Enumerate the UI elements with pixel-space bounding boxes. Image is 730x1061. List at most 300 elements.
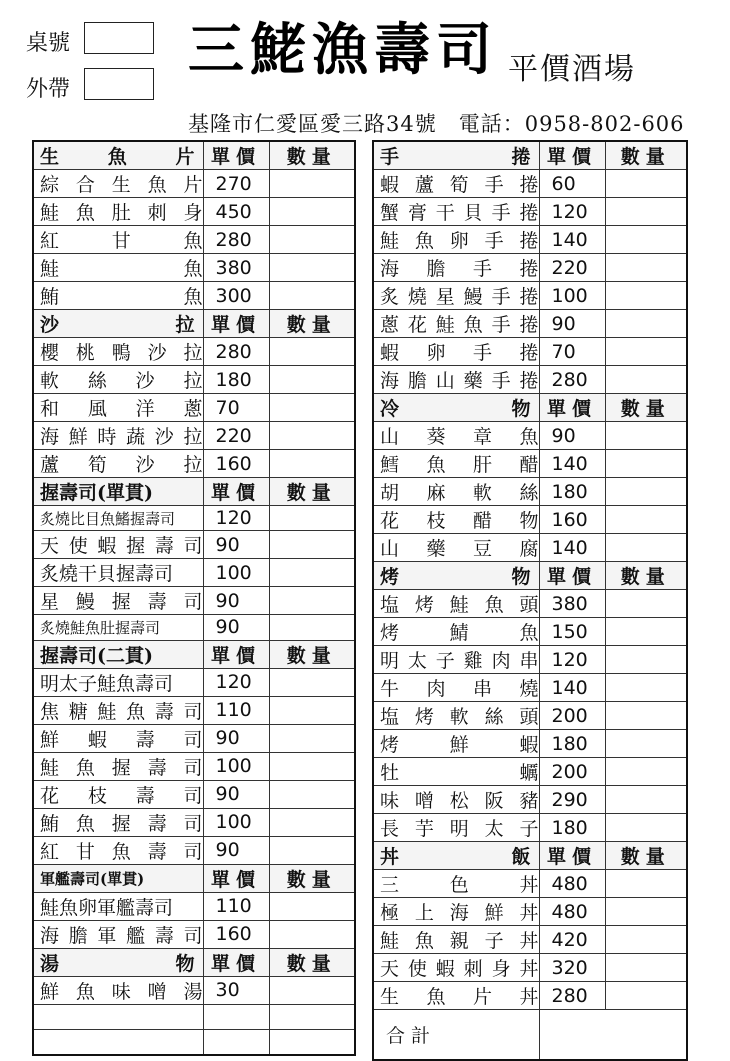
menu-item-row: [373, 338, 687, 366]
menu-item-row: [33, 394, 355, 422]
restaurant-subtitle: 平價酒場: [508, 52, 636, 87]
item-name: [33, 226, 203, 254]
section-title: 握壽司(二貫): [33, 640, 203, 668]
quantity-cell[interactable]: [605, 618, 687, 646]
price-header: 單價: [539, 394, 605, 422]
menu-item-row: [373, 170, 687, 198]
quantity-cell[interactable]: [269, 338, 355, 366]
item-name-text: 海 膽 手 捲: [380, 258, 539, 280]
quantity-cell[interactable]: [269, 226, 355, 254]
item-name-text: 湯 物: [40, 952, 195, 975]
menu-item-row: [33, 198, 355, 226]
quantity-cell[interactable]: [269, 696, 355, 724]
price-header: 單價: [539, 141, 605, 170]
menu-item-row: [373, 310, 687, 338]
quantity-cell[interactable]: [269, 780, 355, 808]
item-name: [33, 724, 203, 752]
item-name: [373, 590, 539, 618]
quantity-cell[interactable]: [269, 808, 355, 836]
item-price: 100: [203, 559, 269, 587]
item-name-text: 烤 鮮 蝦: [380, 734, 539, 756]
quantity-cell[interactable]: [605, 646, 687, 674]
quantity-cell[interactable]: [269, 170, 355, 198]
item-name-text: 櫻 桃 鴨 沙 拉: [40, 342, 203, 364]
quantity-cell[interactable]: [269, 752, 355, 780]
item-name: [373, 534, 539, 562]
section-header: [373, 562, 687, 590]
item-name-text: 手 捲: [380, 146, 531, 168]
menu-item-row: [373, 646, 687, 674]
quantity-cell[interactable]: [269, 587, 355, 615]
item-price: 180: [539, 814, 605, 842]
quantity-cell[interactable]: [269, 559, 355, 587]
quantity-cell[interactable]: [605, 702, 687, 730]
blank-cell[interactable]: [269, 1004, 355, 1029]
item-name: [373, 618, 539, 646]
item-name: [373, 898, 539, 926]
menu-item-row: [33, 892, 355, 920]
item-price: 160: [539, 506, 605, 534]
item-price: 140: [539, 450, 605, 478]
total-row: [373, 1010, 687, 1060]
item-name-text: 蘆 筍 沙 拉: [40, 454, 203, 476]
item-name: [33, 587, 203, 615]
item-name: [373, 674, 539, 702]
menu-item-row: [33, 696, 355, 724]
quantity-header: 數量: [605, 842, 687, 870]
item-price: 100: [203, 808, 269, 836]
item-name: [33, 422, 203, 450]
address-phone: 基隆市仁愛區愛三路34號 電話：0958-802-606: [188, 112, 685, 136]
menu-item-row: [33, 976, 355, 1004]
item-name: [33, 338, 203, 366]
total-label: 合計: [373, 1010, 539, 1060]
blank-row: [33, 1004, 355, 1029]
quantity-cell[interactable]: [269, 506, 355, 531]
quantity-cell[interactable]: [605, 310, 687, 338]
quantity-cell[interactable]: [605, 926, 687, 954]
menu-item-row: [33, 338, 355, 366]
quantity-cell[interactable]: [605, 786, 687, 814]
section-title: [373, 141, 539, 170]
table-number-label: 桌號: [26, 31, 71, 56]
item-name: [373, 282, 539, 310]
blank-row: [33, 1029, 355, 1054]
item-name: [373, 814, 539, 842]
quantity-cell[interactable]: [605, 254, 687, 282]
menu-item-row: [33, 668, 355, 696]
menu-item-row: [373, 618, 687, 646]
item-name: [373, 982, 539, 1010]
item-name-text: 沙 拉: [40, 314, 195, 336]
item-name-text: 丼 飯: [380, 846, 531, 868]
quantity-cell[interactable]: [605, 898, 687, 926]
item-price: 380: [539, 590, 605, 618]
left-menu-table: [32, 140, 356, 1056]
quantity-cell[interactable]: [605, 198, 687, 226]
item-name-text: 天 使 蝦 握 壽 司: [40, 535, 203, 558]
item-name-text: 三 色 丼: [380, 874, 539, 896]
item-price: 180: [203, 366, 269, 394]
item-name: [373, 954, 539, 982]
menu-item-row: [373, 506, 687, 534]
section-header: [33, 864, 355, 892]
item-name-text: 天 使 蝦 刺 身 丼: [380, 958, 539, 980]
menu-item-row: [33, 422, 355, 450]
menu-item-row: [373, 954, 687, 982]
quantity-header: 數量: [605, 394, 687, 422]
total-amount-box[interactable]: [539, 1010, 687, 1060]
price-header: 單價: [203, 864, 269, 892]
item-name: [373, 478, 539, 506]
item-price: 290: [539, 786, 605, 814]
takeout-box[interactable]: [84, 68, 154, 100]
quantity-header: 數量: [269, 310, 355, 338]
quantity-cell[interactable]: [269, 531, 355, 559]
item-price: 120: [203, 668, 269, 696]
menu-item-row: [373, 674, 687, 702]
item-name-text: 鮪 魚 握 壽 司: [40, 812, 203, 835]
section-title: 握壽司(單貫): [33, 478, 203, 506]
quantity-cell[interactable]: [269, 198, 355, 226]
quantity-cell[interactable]: [605, 450, 687, 478]
item-name: [373, 506, 539, 534]
item-price: 450: [203, 198, 269, 226]
item-price: 200: [539, 702, 605, 730]
menu-item-row: [373, 534, 687, 562]
takeout-label: 外帶: [26, 77, 71, 102]
quantity-header: 數量: [269, 478, 355, 506]
item-price: 90: [203, 615, 269, 640]
item-name-text: 長 芋 明 太 子: [380, 818, 539, 840]
item-price: 380: [203, 254, 269, 282]
menu-item-row: [373, 982, 687, 1010]
menu-item-row: [33, 752, 355, 780]
quantity-cell[interactable]: [269, 366, 355, 394]
item-name-text: 鮮 蝦 壽 司: [40, 728, 203, 751]
quantity-cell[interactable]: [605, 674, 687, 702]
item-name: [373, 450, 539, 478]
quantity-cell[interactable]: [605, 730, 687, 758]
blank-cell[interactable]: [269, 1029, 355, 1054]
item-price: 420: [539, 926, 605, 954]
price-header: 單價: [203, 141, 269, 170]
item-name-text: 鮭 魚 親 子 丼: [380, 930, 539, 952]
item-price: 280: [539, 366, 605, 394]
quantity-cell[interactable]: [605, 226, 687, 254]
quantity-cell[interactable]: [269, 282, 355, 310]
item-name: [33, 366, 203, 394]
item-name-text: 和 風 洋 蔥: [40, 398, 203, 420]
item-name: [373, 926, 539, 954]
section-title: [373, 394, 539, 422]
blank-cell[interactable]: [203, 1004, 269, 1029]
item-price: 120: [539, 646, 605, 674]
item-name-text: 軟 絲 沙 拉: [40, 370, 203, 392]
quantity-header: 數量: [605, 141, 687, 170]
item-price: 60: [539, 170, 605, 198]
item-price: 300: [203, 282, 269, 310]
item-price: 140: [539, 534, 605, 562]
menu-item-row: [373, 478, 687, 506]
menu-item-row: [33, 724, 355, 752]
quantity-cell[interactable]: [605, 982, 687, 1010]
menu-item-row: [373, 422, 687, 450]
quantity-cell[interactable]: [269, 976, 355, 1004]
quantity-cell[interactable]: [269, 668, 355, 696]
quantity-cell[interactable]: [269, 920, 355, 948]
item-name-text: 胡 麻 軟 絲: [380, 482, 539, 504]
quantity-cell[interactable]: [605, 422, 687, 450]
item-name-text: 牛 肉 串 燒: [380, 678, 539, 700]
menu-item-row: [373, 702, 687, 730]
quantity-cell[interactable]: [605, 814, 687, 842]
item-name-text: 塩 烤 軟 絲 頭: [380, 706, 539, 728]
item-name: [373, 730, 539, 758]
item-price: 280: [203, 226, 269, 254]
quantity-cell[interactable]: [605, 366, 687, 394]
item-name-text: 鮭 魚 肚 刺 身: [40, 202, 203, 224]
menu-item-row: [373, 366, 687, 394]
item-name-text: 烤 鯖 魚: [380, 622, 539, 644]
section-header: [33, 478, 355, 506]
item-name-text: 蟹 膏 干 貝 手 捲: [380, 202, 539, 224]
menu-item-row: [33, 282, 355, 310]
item-price: 70: [203, 394, 269, 422]
item-price: 320: [539, 954, 605, 982]
item-price: 220: [539, 254, 605, 282]
item-name-text: 蝦 蘆 筍 手 捲: [380, 174, 539, 196]
item-name: [373, 366, 539, 394]
item-name: [373, 758, 539, 786]
item-price: 120: [203, 506, 269, 531]
item-price: 90: [203, 587, 269, 615]
price-header: 單價: [203, 310, 269, 338]
item-price: 220: [203, 422, 269, 450]
item-price: 160: [203, 450, 269, 478]
section-title: [33, 141, 203, 170]
section-title: [33, 310, 203, 338]
item-price: 90: [203, 531, 269, 559]
quantity-cell[interactable]: [605, 870, 687, 898]
item-price: 110: [203, 892, 269, 920]
menu-item-row: [373, 870, 687, 898]
quantity-cell[interactable]: [269, 615, 355, 640]
table-number-box[interactable]: [84, 22, 154, 54]
item-name: 炙燒比目魚鰭握壽司: [33, 506, 203, 531]
item-name: [33, 836, 203, 864]
item-name: [373, 422, 539, 450]
item-name-text: 山 葵 章 魚: [380, 426, 539, 448]
quantity-cell[interactable]: [269, 892, 355, 920]
menu-item-row: [33, 254, 355, 282]
item-name-text: 生 魚 片: [40, 146, 195, 168]
item-name-text: 鱈 魚 肝 醋: [380, 454, 539, 476]
section-header: [373, 842, 687, 870]
section-title: [33, 948, 203, 976]
menu-item-row: [373, 926, 687, 954]
item-price: 100: [539, 282, 605, 310]
menu-item-row: [373, 758, 687, 786]
item-name: [33, 198, 203, 226]
item-price: 90: [203, 836, 269, 864]
restaurant-name: 三鮱漁壽司: [188, 17, 498, 83]
quantity-header: 數量: [269, 948, 355, 976]
item-name: [33, 808, 203, 836]
menu-item-row: [33, 531, 355, 559]
item-price: 90: [203, 780, 269, 808]
menu-item-row: [373, 198, 687, 226]
item-name: [373, 338, 539, 366]
quantity-cell[interactable]: [269, 422, 355, 450]
quantity-header: 數量: [605, 562, 687, 590]
quantity-cell[interactable]: [269, 394, 355, 422]
blank-cell[interactable]: [33, 1004, 203, 1029]
menu-item-row: [33, 450, 355, 478]
item-name-text: 生 魚 片 丼: [380, 986, 539, 1008]
quantity-cell[interactable]: [605, 506, 687, 534]
section-header: [33, 310, 355, 338]
item-name: [373, 870, 539, 898]
item-name-text: 綜 合 生 魚 片: [40, 174, 203, 196]
menu-item-row: [33, 780, 355, 808]
item-name: [33, 976, 203, 1004]
quantity-header: 數量: [269, 141, 355, 170]
menu-item-row: [33, 920, 355, 948]
item-name: [33, 282, 203, 310]
item-name-text: 烤 物: [380, 566, 531, 588]
item-name-text: 焦 糖 鮭 魚 壽 司: [40, 700, 203, 723]
item-name: [373, 646, 539, 674]
menu-item-row: [373, 226, 687, 254]
quantity-cell[interactable]: [269, 836, 355, 864]
menu-item-row: [33, 836, 355, 864]
price-header: 單價: [203, 478, 269, 506]
section-header: [33, 948, 355, 976]
section-title: 軍艦壽司(單貫): [33, 864, 203, 892]
item-name: [373, 226, 539, 254]
item-name: 炙燒干貝握壽司: [33, 559, 203, 587]
item-price: 180: [539, 478, 605, 506]
menu-item-row: [373, 786, 687, 814]
item-name: [373, 254, 539, 282]
item-price: 280: [539, 982, 605, 1010]
item-price: 120: [539, 198, 605, 226]
item-name: [373, 170, 539, 198]
quantity-cell[interactable]: [605, 758, 687, 786]
quantity-cell[interactable]: [269, 724, 355, 752]
right-menu-table: [372, 140, 688, 1061]
quantity-cell[interactable]: [269, 450, 355, 478]
item-name: [373, 198, 539, 226]
item-price: 200: [539, 758, 605, 786]
item-price: 160: [203, 920, 269, 948]
item-name-text: 鮭 魚: [40, 258, 203, 280]
menu-item-row: [33, 615, 355, 640]
item-name-text: 山 藥 豆 腐: [380, 538, 539, 560]
item-price: 180: [539, 730, 605, 758]
price-header: 單價: [539, 842, 605, 870]
menu-item-row: [33, 170, 355, 198]
item-name-text: 味 噌 松 阪 豬: [380, 790, 539, 812]
item-name-text: 紅 甘 魚: [40, 230, 203, 252]
item-name-text: 鮭 魚 握 壽 司: [40, 756, 203, 779]
blank-cell[interactable]: [203, 1029, 269, 1054]
quantity-cell[interactable]: [605, 954, 687, 982]
section-title: [373, 562, 539, 590]
item-name: [33, 696, 203, 724]
price-header: 單價: [539, 562, 605, 590]
item-name: [33, 394, 203, 422]
item-price: 480: [539, 870, 605, 898]
item-price: 30: [203, 976, 269, 1004]
item-price: 100: [203, 752, 269, 780]
item-price: 140: [539, 226, 605, 254]
item-price: 140: [539, 674, 605, 702]
item-name-text: 海 鮮 時 蔬 沙 拉: [40, 426, 203, 448]
item-name: [373, 702, 539, 730]
item-name: [33, 752, 203, 780]
item-price: 150: [539, 618, 605, 646]
menu-item-row: [33, 808, 355, 836]
quantity-cell[interactable]: [605, 170, 687, 198]
item-price: 90: [539, 422, 605, 450]
item-price: 70: [539, 338, 605, 366]
item-name: 明太子鮭魚壽司: [33, 668, 203, 696]
item-name: [373, 786, 539, 814]
quantity-cell[interactable]: [605, 338, 687, 366]
item-name-text: 蝦 卵 手 捲: [380, 342, 539, 364]
quantity-header: 數量: [269, 640, 355, 668]
menu-item-row: [373, 730, 687, 758]
item-price: 90: [539, 310, 605, 338]
quantity-header: 數量: [269, 864, 355, 892]
menu-item-row: [373, 254, 687, 282]
item-name-text: 塩 烤 鮭 魚 頭: [380, 594, 539, 616]
section-header: [33, 141, 355, 170]
item-name-text: 牡 蠣: [380, 762, 539, 784]
item-name-text: 海 膽 山 藥 手 捲: [380, 370, 539, 392]
item-price: 110: [203, 696, 269, 724]
blank-cell[interactable]: [33, 1029, 203, 1054]
menu-item-row: [373, 898, 687, 926]
item-name: [33, 920, 203, 948]
menu-item-row: [33, 559, 355, 587]
item-name-text: 明 太 子 雞 肉 串: [380, 650, 539, 672]
item-name-text: 蔥 花 鮭 魚 手 捲: [380, 314, 539, 336]
menu-item-row: [373, 282, 687, 310]
menu-item-row: [373, 814, 687, 842]
quantity-cell[interactable]: [269, 254, 355, 282]
price-header: 單價: [203, 640, 269, 668]
section-title: [373, 842, 539, 870]
item-name-text: 海 膽 軍 艦 壽 司: [40, 924, 203, 947]
item-name-text: 星 鰻 握 壽 司: [40, 591, 203, 614]
menu-item-row: [33, 587, 355, 615]
quantity-cell[interactable]: [605, 282, 687, 310]
quantity-cell[interactable]: [605, 590, 687, 618]
item-name: [373, 310, 539, 338]
menu-item-row: [373, 590, 687, 618]
quantity-cell[interactable]: [605, 534, 687, 562]
item-name: [33, 170, 203, 198]
quantity-cell[interactable]: [605, 478, 687, 506]
item-name: [33, 450, 203, 478]
item-name: [33, 780, 203, 808]
item-name-text: 鮭 魚 卵 手 捲: [380, 230, 539, 252]
item-name: [33, 531, 203, 559]
item-name-text: 紅 甘 魚 壽 司: [40, 840, 203, 863]
